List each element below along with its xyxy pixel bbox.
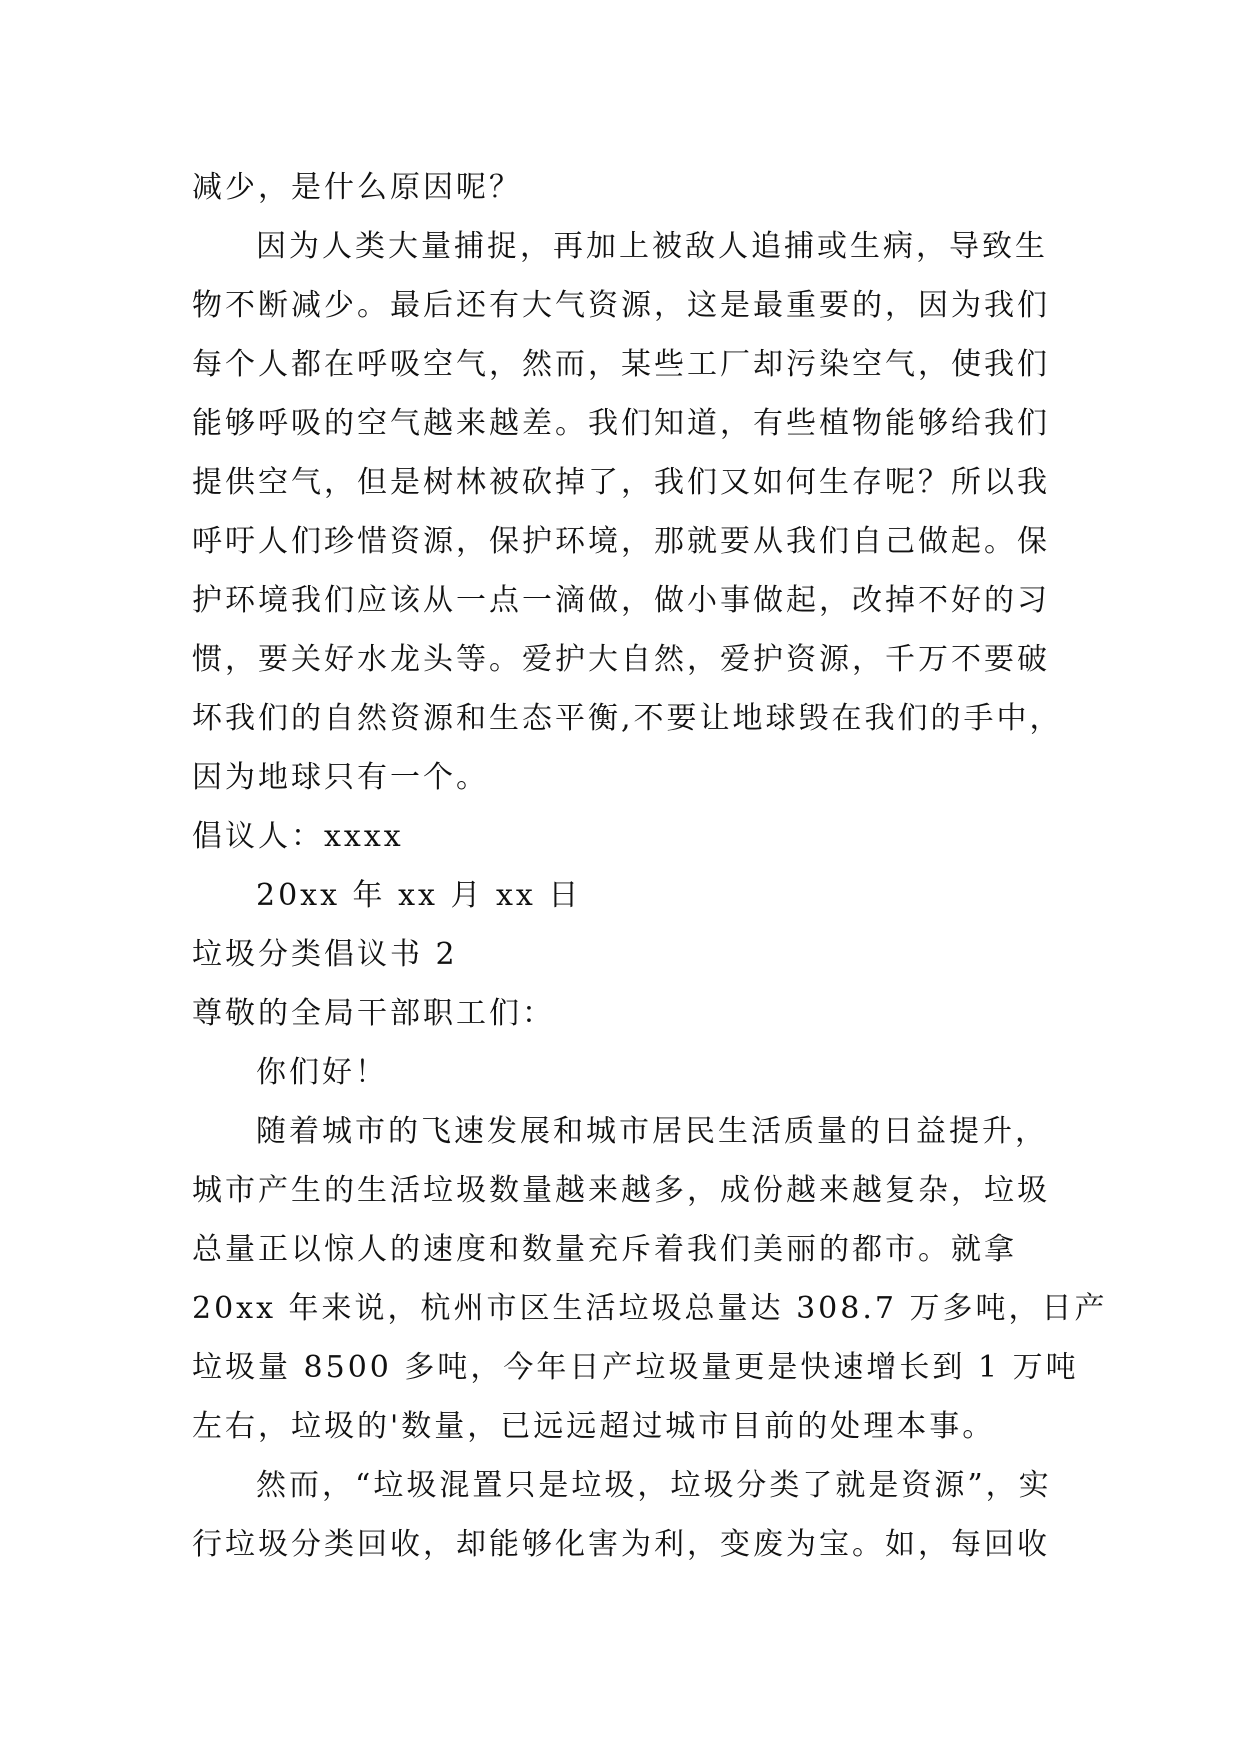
section-title	[192, 925, 1052, 984]
text-line: 然而，“垃圾混置只是垃圾，垃圾分类了就是资源”，实	[256, 1468, 1052, 1503]
text-line: 能够呼吸的空气越来越差。我们知道，有些植物能够给我们	[192, 406, 1050, 441]
text-line: 坏我们的自然资源和生态平衡,不要让地球毁在我们的手中，	[192, 701, 1063, 736]
paragraph-sorting-benefit	[192, 1456, 1052, 1574]
text-line: 物不断减少。最后还有大气资源，这是最重要的，因为我们	[192, 288, 1050, 323]
text-line: 左右，垃圾的'数量，已远远超过城市目前的处理本事。	[192, 1409, 996, 1444]
paragraph-continuation	[192, 158, 1052, 217]
signature-proposer	[192, 807, 1052, 866]
text-line: 随着城市的飞速发展和城市居民生活质量的日益提升，	[256, 1114, 1048, 1149]
text-line: 20xx 年来说，杭州市区生活垃圾总量达 308.7 万多吨，日产	[192, 1291, 1108, 1326]
paragraph-city-garbage	[192, 1102, 1108, 1456]
text-line: 尊敬的全局干部职工们：	[192, 996, 555, 1031]
greeting	[192, 1043, 1052, 1102]
text-line: 护环境我们应该从一点一滴做，做小事做起，改掉不好的习	[192, 583, 1050, 618]
text-line: 垃圾量 8500 多吨，今年日产垃圾量更是快速增长到 1 万吨	[192, 1350, 1079, 1385]
text-line: 呼吁人们珍惜资源，保护环境，那就要从我们自己做起。保	[192, 524, 1050, 559]
text-line: 垃圾分类倡议书 2	[192, 937, 458, 972]
text-line: 因为人类大量捕捉，再加上被敌人追捕或生病，导致生	[256, 229, 1048, 264]
text-line: 因为地球只有一个。	[192, 760, 489, 795]
signature-date	[192, 866, 1052, 925]
text-line: 20xx 年 xx 月 xx 日	[256, 878, 582, 913]
text-line: 减少，是什么原因呢？	[192, 170, 522, 205]
text-line: 倡议人：xxxx	[192, 819, 404, 854]
text-line: 提供空气，但是树林被砍掉了，我们又如何生存呢？所以我	[192, 465, 1050, 500]
text-line: 每个人都在呼吸空气，然而，某些工厂却污染空气，使我们	[192, 347, 1050, 382]
text-line: 城市产生的生活垃圾数量越来越多，成份越来越复杂，垃圾	[192, 1173, 1050, 1208]
text-line: 惯，要关好水龙头等。爱护大自然，爱护资源，千万不要破	[192, 642, 1050, 677]
text-line: 行垃圾分类回收，却能够化害为利，变废为宝。如，每回收	[192, 1527, 1050, 1562]
document-body	[192, 158, 1108, 1574]
salutation	[192, 984, 1052, 1043]
paragraph-resource-reasons	[192, 217, 1063, 807]
text-line: 你们好！	[256, 1055, 388, 1090]
text-line: 总量正以惊人的速度和数量充斥着我们美丽的都市。就拿	[192, 1232, 1017, 1267]
